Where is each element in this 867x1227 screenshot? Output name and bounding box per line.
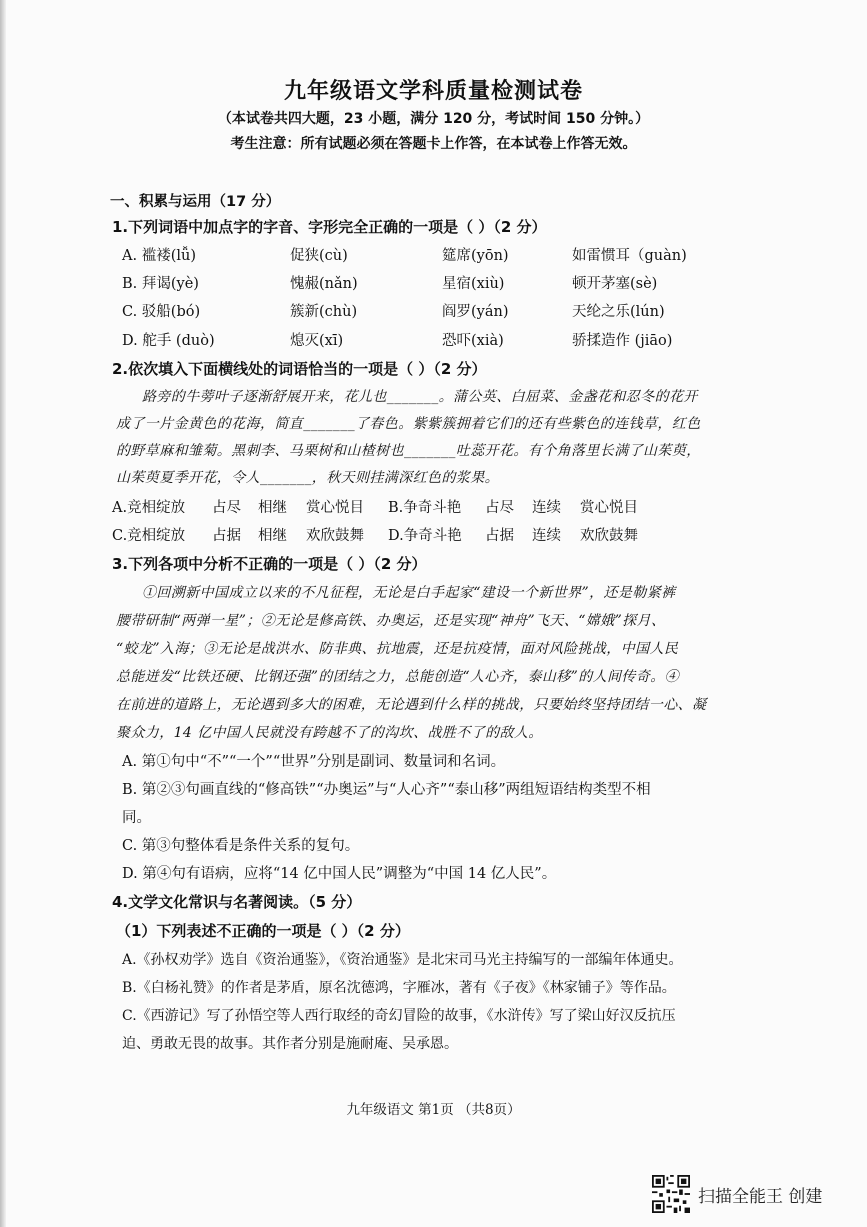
passage-line: 成了一片金黄色的花海，简直_______了春色。紫紫簇拥着它们的还有些紫色的连钱草，红色: [116, 416, 701, 432]
option-cell: 阎罗(yán): [442, 304, 509, 320]
question-2-stem: 2.依次填入下面横线处的词语恰当的一项是（ ）（2 分）: [112, 360, 487, 378]
option-cell: 骄揉造作 (jiāo): [572, 333, 673, 349]
option-cell: 占据: [485, 528, 514, 544]
option-cell: D.争奇斗艳: [388, 528, 462, 544]
scan-edge: [0, 0, 6, 1227]
option-cell: 愧赧(nǎn): [290, 276, 358, 292]
option-cell: A. 褴褛(lǚ): [122, 248, 196, 264]
option-cell: B.争奇斗艳: [388, 500, 462, 516]
exam-info: （本试卷共四大题，23 小题，满分 120 分，考试时间 150 分钟。）: [217, 111, 650, 127]
question-4-stem: 4.文学文化常识与名著阅读。（5 分）: [112, 893, 362, 911]
option-cell: 连续: [532, 500, 561, 516]
option-line: D. 第④句有语病，应将“14 亿中国人民”调整为“中国 14 亿人民”。: [122, 866, 557, 882]
option-cell: 连续: [532, 528, 561, 544]
passage-line: 总能迸发“比铁还硬、比钢还强”的团结之力，总能创造“人心齐，泰山移”的人间传奇。④: [116, 669, 680, 685]
option-cell: 欢欣鼓舞: [580, 528, 638, 544]
option-cell: B. 拜谒(yè): [122, 276, 199, 292]
option-cell: 促狭(cù): [290, 248, 348, 264]
option-cell: 顿开茅塞(sè): [572, 276, 658, 292]
option-cell: 相继: [258, 528, 287, 544]
option-line: A.《孙权劝学》选自《资治通鉴》，《资治通鉴》是北宋司马光主持编写的一部编年体通史。: [122, 952, 683, 968]
passage-line: 山茱萸夏季开花，令人_______，秋天则挂满深红色的浆果。: [116, 470, 499, 486]
passage-line: “蛟龙”入海；③无论是战洪水、防非典、抗地震，还是抗疫情，面对风险挑战，中国人民: [116, 641, 679, 657]
passage-line: 在前进的道路上，无论遇到多大的困难，无论遇到什么样的挑战，只要始终坚持团结一心、凝: [116, 697, 707, 713]
question-3-stem: 3.下列各项中分析不正确的一项是（ ）（2 分）: [112, 555, 427, 573]
exam-notice: 考生注意：所有试题必须在答题卡上作答，在本试卷上作答无效。: [230, 136, 637, 152]
option-line: 迫、勇敢无畏的故事。其作者分别是施耐庵、吴承恩。: [122, 1036, 458, 1052]
option-line: B.《白杨礼赞》的作者是茅盾，原名沈德鸿，字雁冰，著有《子夜》《林家铺子》等作品。: [122, 980, 676, 996]
option-cell: C. 驳船(bó): [122, 304, 201, 320]
option-line: C.《西游记》写了孙悟空等人西行取经的奇幻冒险的故事，《水浒传》写了梁山好汉反抗压: [122, 1008, 676, 1024]
option-cell: C.竞相绽放: [112, 528, 186, 544]
option-cell: A.竞相绽放: [112, 500, 186, 516]
passage-line: 腰带研制“两弹一星”；②无论是修高铁、办奥运，还是实现“神舟”飞天、“嫦娥”探月、: [116, 613, 666, 629]
option-line: C. 第③句整体看是条件关系的复句。: [122, 838, 360, 854]
option-cell: 熄灭(xī): [290, 333, 344, 349]
option-line: A. 第①句中“不”“一个”“世界”分别是副词、数量词和名词。: [122, 754, 506, 770]
option-cell: 如雷惯耳（guàn): [572, 248, 687, 264]
passage-line: 聚众力，14 亿中国人民就没有跨越不了的沟坎、战胜不了的敌人。: [116, 725, 543, 741]
qr-code-icon: [652, 1175, 690, 1213]
option-cell: 恐吓(xià): [442, 333, 504, 349]
option-line: B. 第②③句画直线的“修高铁”“办奥运”与“人心齐”“泰山移”两组短语结构类型不相: [122, 782, 651, 798]
question-4-sub1: （1）下列表述不正确的一项是（ ）（2 分）: [116, 922, 410, 940]
option-cell: 占尽: [212, 500, 241, 516]
scanner-watermark: 扫描全能王 创建: [698, 1187, 823, 1207]
passage-line: 路旁的牛蒡叶子逐渐舒展开来，花儿也_______。蒲公英、白屈菜、金盏花和忍冬的花开: [142, 389, 698, 405]
option-cell: 赏心悦目: [580, 500, 638, 516]
option-cell: 占尽: [485, 500, 514, 516]
page-footer: 九年级语文 第1页 （共8页）: [346, 1102, 521, 1118]
option-cell: 赏心悦目: [306, 500, 364, 516]
question-1-stem: 1.下列词语中加点字的字音、字形完全正确的一项是（ ）（2 分）: [112, 218, 547, 236]
option-cell: 筵席(yōn): [442, 248, 509, 264]
option-cell: D. 舵手 (duò): [122, 333, 215, 349]
option-cell: 簇新(chù): [290, 304, 358, 320]
passage-line: ①回溯新中国成立以来的不凡征程，无论是白手起家“建设一个新世界”，还是勒紧裤: [142, 585, 676, 601]
section-heading: 一、积累与运用（17 分）: [110, 194, 281, 210]
option-cell: 天纶之乐(lún): [572, 304, 665, 320]
option-cell: 欢欣鼓舞: [306, 528, 364, 544]
passage-line: 的野草麻和雏菊。黑刺李、马栗树和山楂树也_______吐蕊开花。有个角落里长满了山茱萸，: [116, 443, 701, 459]
option-cell: 星宿(xiù): [442, 276, 505, 292]
option-cell: 占据: [212, 528, 241, 544]
page-title: 九年级语文学科质量检测试卷: [283, 79, 583, 104]
option-cell: 相继: [258, 500, 287, 516]
option-line: 同。: [122, 810, 151, 826]
